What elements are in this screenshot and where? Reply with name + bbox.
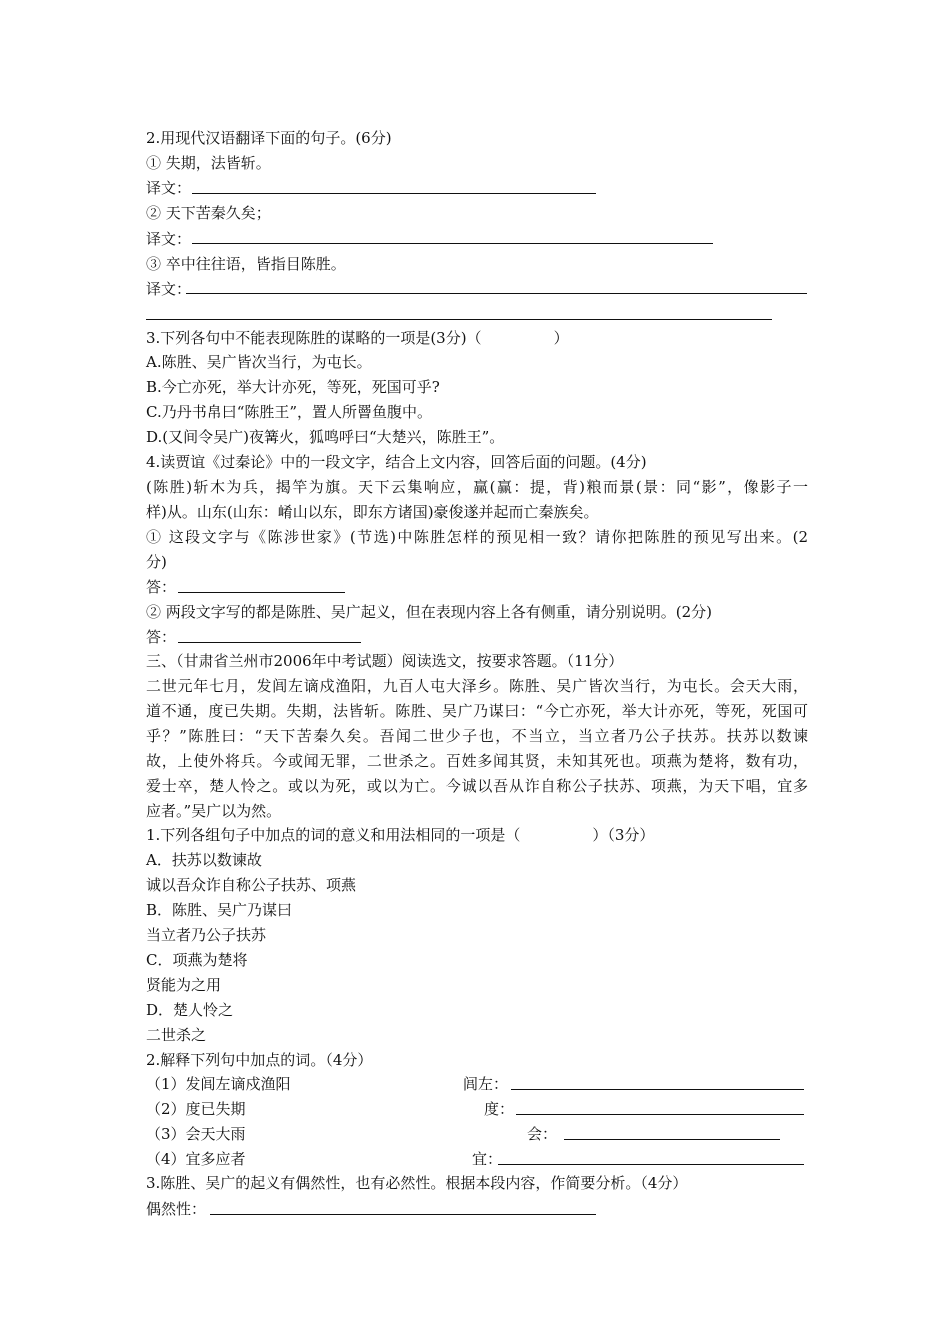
contingency-answer-line[interactable]: [210, 1214, 596, 1215]
question-4-title: 4.读贾谊《过秦论》中的一段文字，结合上文内容，回答后面的问题。(4分): [146, 453, 647, 471]
passage-line: 道不通，度已失期。失期，法皆斩。陈胜、吴广乃谋曰：“今亡亦死，举大计亦死，等死，死国可: [146, 702, 808, 720]
answer-label-2: 答：: [146, 628, 177, 646]
passage-line: 故，上使外将兵。今或闻无罪，二世杀之。百姓多闻其贤，未知其死也。项燕为楚将，数有功，: [146, 752, 808, 770]
option-d: D.(又间令吴广)夜篝火，狐鸣呼曰“大楚兴，陈胜王”。: [146, 428, 505, 446]
answer-label-1: 答：: [146, 578, 177, 596]
word-label-4: 宜：: [472, 1150, 503, 1168]
passage-line: 样)从。山东(山东：崤山以东，即东方诸国)豪俊遂并起而亡秦族矣。: [146, 503, 599, 521]
translation-label-3: 译文：: [146, 280, 192, 298]
pair-item: D．楚人怜之: [146, 1001, 234, 1019]
subquestion-1-cont: 分): [146, 553, 167, 571]
subquestion-1: ① 这段文字与《陈涉世家》(节选)中陈胜怎样的预见相一致？请你把陈胜的预见写出来。(2: [146, 528, 808, 546]
word-label-1: 闾左：: [463, 1075, 509, 1093]
word-sentence-3: （3）会天大雨: [146, 1125, 246, 1143]
pair-item: B．陈胜、吴广乃谋曰: [146, 901, 293, 919]
translation-answer-line-1[interactable]: [192, 193, 596, 194]
word-answer-line-4[interactable]: [498, 1164, 804, 1165]
passage-line: 应者。”吴广以为然。: [146, 802, 282, 820]
pair-item: A．扶苏以数谏故: [146, 851, 262, 869]
word-sentence-1: （1）发闾左谪戍渔阳: [146, 1075, 291, 1093]
part3-question-3-title: 3.陈胜、吴广的起义有偶然性，也有必然性。根据本段内容，作简要分析。（4分）: [146, 1174, 688, 1192]
part3-question-1-title: [146, 824, 654, 846]
pair-item: 诚以吾众诈自称公子扶苏、项燕: [146, 876, 357, 894]
sentence-1: ① 失期，法皆斩。: [146, 154, 271, 172]
passage-line: (陈胜)斩木为兵，揭竿为旗。天下云集响应，赢(赢：提，背)粮而景(景：同“影”，像影子一: [146, 478, 808, 496]
word-sentence-4: （4）宜多应者: [146, 1150, 246, 1168]
sentence-3: ③ 卒中往往语，皆指目陈胜。: [146, 255, 346, 273]
passage-line: 爱士卒，楚人怜之。或以为死，或以为亡。今诚以吾从诈自称公子扶苏、项燕，为天下唱，宜多: [146, 777, 808, 795]
passage-line: 乎？”陈胜曰：“天下苦秦久矣。吾闻二世少子也，不当立，当立者乃公子扶苏。扶苏以数谏: [146, 727, 808, 745]
translation-answer-line-3b[interactable]: [146, 319, 772, 320]
part3-question-1-points: ）（3分）: [592, 826, 655, 844]
section-3-heading: 三、（甘肃省兰州市2006年中考试题）阅读选文，按要求答题。（11分）: [146, 652, 624, 670]
sentence-2: ② 天下苦秦久矣；: [146, 204, 271, 222]
pair-item: 当立者乃公子扶苏: [146, 926, 267, 944]
option-b: B.今亡亦死，举大计亦死，等死，死国可乎?: [146, 378, 440, 396]
passage-line: 二世元年七月，发闾左谪戍渔阳，九百人屯大泽乡。陈胜、吴广皆次当行，为屯长。会天大雨，: [146, 677, 808, 695]
option-c: C.乃丹书帛曰“陈胜王”，置人所罾鱼腹中。: [146, 403, 433, 421]
word-label-3: 会：: [527, 1125, 558, 1143]
question-2-title: 2.用现代汉语翻译下面的句子。(6分): [146, 129, 392, 147]
answer-line-1[interactable]: [178, 592, 345, 593]
translation-answer-line-2[interactable]: [192, 243, 713, 244]
answer-line-2[interactable]: [178, 642, 361, 643]
translation-answer-line-3a[interactable]: [186, 293, 807, 294]
pair-item: C．项燕为楚将: [146, 951, 248, 969]
option-a: A.陈胜、吴广皆次当行，为屯长。: [146, 353, 372, 371]
subquestion-2: ② 两段文字写的都是陈胜、吴广起义，但在表现内容上各有侧重，请分别说明。(2分): [146, 603, 713, 621]
question-3-close: ）: [553, 329, 569, 347]
pair-item: 贤能为之用: [146, 976, 222, 994]
part3-question-1-text: 1.下列各组句子中加点的词的意义和用法相同的一项是（: [146, 826, 521, 844]
contingency-label: 偶然性：: [146, 1200, 207, 1218]
word-answer-line-1[interactable]: [511, 1089, 804, 1090]
word-answer-line-2[interactable]: [516, 1114, 804, 1115]
word-label-2: 度：: [484, 1100, 515, 1118]
translation-label-2: 译文：: [146, 230, 192, 248]
word-answer-line-3[interactable]: [564, 1139, 780, 1140]
word-sentence-2: （2）度已失期: [146, 1100, 246, 1118]
question-3-title: [146, 327, 569, 349]
translation-label-1: 译文：: [146, 179, 192, 197]
question-3-text: 3.下列各句中不能表现陈胜的谋略的一项是(3分)（: [146, 329, 482, 347]
part3-question-2-title: 2.解释下列句中加点的词。（4分）: [146, 1051, 373, 1069]
pair-item: 二世杀之: [146, 1026, 207, 1044]
